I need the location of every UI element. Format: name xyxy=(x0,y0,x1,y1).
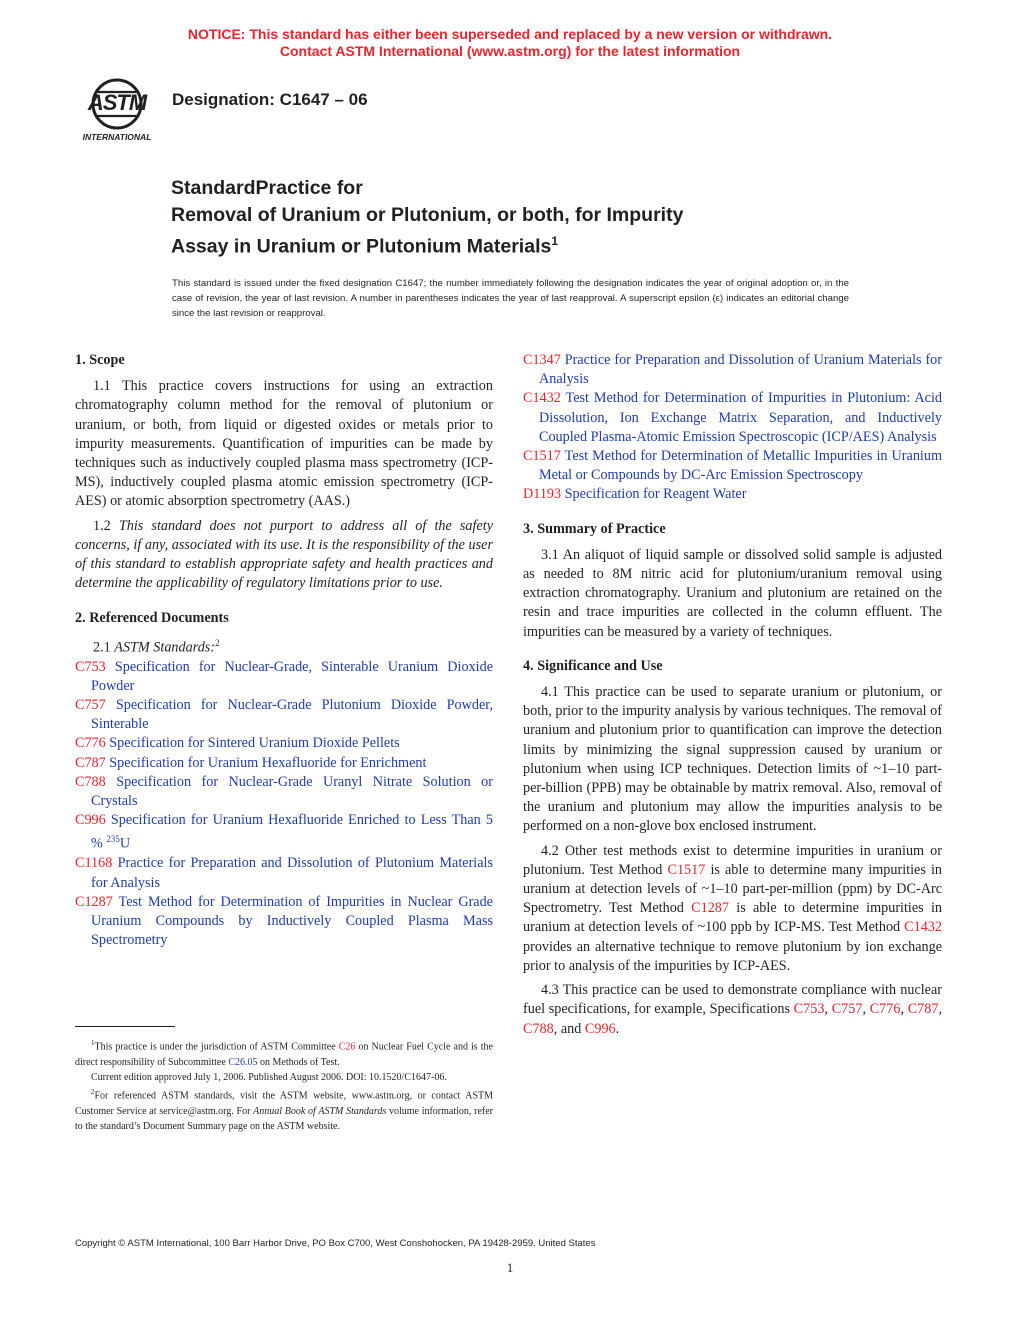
reference-title[interactable]: Test Method for Determination of Impurities in Plutonium: Acid Dissolution, Ion Exchange Matrix Separation, and Inductively Coupled Plasma-Atomic Emission Spectroscopic (ICP/AES) Analysis xyxy=(539,390,942,445)
document-title xyxy=(171,175,683,260)
reference-tail: U xyxy=(119,836,131,853)
reference-title[interactable]: Test Method for Determination of Metallic Impurities in Uranium Metal or Compounds by DC-Arc Emission Spectroscopy xyxy=(539,448,942,484)
sig-p2-b: is able to determine many impurities in uranium at detection levels of ~1–10 part-per-million (ppm) by DC-Arc Spectrometry. Test Method xyxy=(523,861,942,917)
sig-p3-separator: , xyxy=(824,1001,832,1018)
sig-p3-separator: , xyxy=(938,1001,943,1018)
spec-link[interactable]: C788 xyxy=(523,1020,554,1037)
reference-item[interactable] xyxy=(523,351,942,389)
reference-number[interactable]: D1193 xyxy=(523,486,562,503)
reference-item[interactable] xyxy=(523,447,942,485)
sig-p3-end: . xyxy=(615,1020,620,1037)
significance-para-3 xyxy=(523,981,942,1039)
scope-para-2-num: 1.2 xyxy=(93,517,111,534)
reference-number[interactable]: C753 xyxy=(75,658,106,675)
reference-item[interactable] xyxy=(523,485,942,504)
significance-heading: 4. Significance and Use xyxy=(523,657,663,674)
astm-standards-num: 2.1 xyxy=(93,639,111,656)
designation: Designation: C1647 – 06 xyxy=(172,90,368,109)
reference-number[interactable]: C1168 xyxy=(75,855,113,872)
footnote-2-mark: 2 xyxy=(91,1088,95,1097)
footnote-1-text-c: on Methods of Test. xyxy=(257,1056,340,1068)
reference-title[interactable]: Practice for Preparation and Dissolution of Uranium Materials for Analysis xyxy=(539,352,942,388)
reference-item[interactable] xyxy=(75,658,493,696)
issue-note: This standard is issued under the fixed designation C1647; the number immediately following the designation indicates the year of original adoption or, in the case of revision, the year of last revision. A number in parentheses indicates the year of last reapproval. A superscript epsilon (ε) indicates an editorial change since the last revision or reapproval. xyxy=(172,278,849,319)
ref-link-c1517[interactable]: C1517 xyxy=(667,861,706,878)
sig-p2-c: is able to determine impurities in uranium at detection levels of ~100 ppb by ICP-MS. Test Method xyxy=(523,900,942,936)
reference-number[interactable]: C1517 xyxy=(523,448,561,465)
footnote-edition: Current edition approved July 1, 2006. Published August 2006. DOI: 10.1520/C1647-06. xyxy=(91,1071,447,1083)
footnote-1-text-b: on Nuclear Fuel Cycle and is the direct responsibility of Subcommittee xyxy=(75,1041,493,1068)
left-column xyxy=(75,351,493,950)
logo-subtext: INTERNATIONAL xyxy=(82,132,152,142)
reference-title[interactable]: Specification for Nuclear-Grade Uranyl Nitrate Solution or Crystals xyxy=(91,773,493,809)
scope-para-2-text: This standard does not purport to address all of the safety concerns, if any, associated with its use. It is the responsibility of the user of this standard to establish appropriate safety and health practices and determine the applicability of regulatory limitations prior to use. xyxy=(75,517,493,592)
footnote-1-mark: 1 xyxy=(91,1039,95,1047)
sig-p3-separator: , and xyxy=(553,1020,585,1037)
astm-standards-text: ASTM Standards: xyxy=(114,639,216,656)
ref-link-c1287[interactable]: C1287 xyxy=(691,900,729,917)
reference-title[interactable]: Specification for Sintered Uranium Dioxide Pellets xyxy=(109,735,400,752)
reference-title[interactable]: Specification for Uranium Hexafluoride for Enrichment xyxy=(109,754,427,771)
right-column xyxy=(523,351,942,1039)
spec-link[interactable]: C776 xyxy=(869,1001,901,1018)
reference-number[interactable]: C776 xyxy=(75,735,106,752)
reference-number[interactable]: C788 xyxy=(75,773,106,790)
footnote-1-text-a: This practice is under the jurisdiction of ASTM Committee xyxy=(94,1041,339,1053)
sig-p3-separator: , xyxy=(900,1001,908,1018)
reference-number[interactable]: C1432 xyxy=(523,390,561,407)
notice-line-1: NOTICE: This standard has either been superseded and replaced by a new version or withdrawn. xyxy=(187,26,833,42)
sig-p2-d: provides an alternative technique to remove plutonium by ion exchange prior to analysis of the impurities by ICP-AES. xyxy=(523,938,942,974)
footnote-rule xyxy=(75,1026,175,1027)
footnote-2 xyxy=(75,1085,493,1134)
scope-para-2 xyxy=(75,517,493,594)
sig-p2-a: 4.2 Other test methods exist to determine impurities in uranium or plutonium. Test Method xyxy=(523,842,942,878)
reference-number[interactable]: C1347 xyxy=(523,352,561,368)
reference-item[interactable] xyxy=(523,389,942,447)
notice-line-2: Contact ASTM International (www.astm.org) for the latest information xyxy=(279,43,741,59)
reference-item[interactable] xyxy=(75,811,493,854)
spec-link[interactable]: C757 xyxy=(831,1001,863,1018)
reference-title[interactable]: Specification for Reagent Water xyxy=(564,486,747,503)
reference-title[interactable]: Specification for Uranium Hexafluoride Enriched to Less Than 5 % xyxy=(91,812,493,853)
reference-item[interactable] xyxy=(75,773,493,811)
reference-title[interactable]: Specification for Nuclear-Grade, Sinterable Uranium Dioxide Powder xyxy=(91,658,493,694)
summary-heading: 3. Summary of Practice xyxy=(523,520,666,537)
footnote-2-italic: Annual Book of ASTM Standards xyxy=(253,1105,387,1117)
spec-link[interactable]: C753 xyxy=(793,1001,825,1018)
reference-item[interactable] xyxy=(75,754,493,773)
reference-item[interactable] xyxy=(75,893,493,951)
title-footnote-mark: 1 xyxy=(551,234,559,248)
reference-item[interactable] xyxy=(75,734,493,753)
reference-number[interactable]: C757 xyxy=(75,696,106,713)
left-reference-list xyxy=(75,658,493,951)
reference-title[interactable]: Practice for Preparation and Dissolution of Plutonium Materials for Analysis xyxy=(91,855,493,891)
spec-link[interactable]: C787 xyxy=(907,1001,939,1018)
summary-para-1: 3.1 An aliquot of liquid sample or dissolved solid sample is adjusted as needed to 8M nitric acid for plutonium/uranium removal using extraction chromatography. Uranium and plutonium are retained on the resin and trace impurities are collected in the column effluent. The impurities can be measured by a variety of techniques. xyxy=(523,546,942,640)
title-line-1: StandardPractice for xyxy=(171,177,363,199)
referenced-heading: 2. Referenced Documents xyxy=(75,610,229,627)
ref-link-c1432[interactable]: C1432 xyxy=(904,919,942,936)
logo-text: ASTM xyxy=(87,90,147,115)
reference-number[interactable]: C996 xyxy=(75,812,106,829)
footnote-1 xyxy=(75,1036,493,1070)
copyright: Copyright © ASTM International, 100 Barr Harbor Drive, PO Box C700, West Conshohocken, PA 19428-2959. United States xyxy=(75,1238,596,1249)
significance-para-2 xyxy=(523,842,942,976)
scope-para-1: 1.1 This practice covers instructions for using an extraction chromatography column method for the removal of plutonium or uranium, or both, from liquid or digested oxides or metals prior to impurity measurements. Quantification of impurities can be made by techniques such as inductively coupled plasma mass spectrometry (ICP-MS), inductively coupled plasma atomic emission spectrometry (ICP-AES) or atomic absorption spectrometry (AAS.) xyxy=(75,378,493,510)
reference-number[interactable]: C787 xyxy=(75,754,106,771)
astm-standards-label xyxy=(75,634,493,658)
title-line-3: Assay in Uranium or Plutonium Materials xyxy=(171,235,552,258)
subcommittee-link[interactable]: C26.05 xyxy=(228,1056,258,1068)
reference-item[interactable] xyxy=(75,854,493,892)
reference-title[interactable]: Specification for Nuclear-Grade Plutonium Dioxide Powder, Sinterable xyxy=(91,696,493,733)
sig-p3-separator: , xyxy=(862,1001,870,1018)
page-number: 1 xyxy=(506,1260,514,1275)
committee-link[interactable]: C26 xyxy=(338,1041,356,1053)
reference-item[interactable] xyxy=(75,696,493,734)
reference-number[interactable]: C1287 xyxy=(75,893,113,910)
footnote-2-text-a: For referenced ASTM standards, visit the ASTM website, www.astm.org, or contact ASTM Customer Service at service@astm.org. For xyxy=(75,1090,493,1117)
reference-superscript: 235 xyxy=(106,834,120,845)
right-reference-list xyxy=(523,351,942,505)
reference-title[interactable]: Test Method for Determination of Impurities in Nuclear Grade Uranium Compounds by Inductively Coupled Plasma Mass Spectrometry xyxy=(91,893,493,949)
astm-standards-footnote-mark: 2 xyxy=(215,637,220,648)
spec-link[interactable]: C996 xyxy=(584,1020,616,1037)
footnote-2-text-b: volume information, refer to the standard’s Document Summary page on the ASTM website. xyxy=(75,1105,494,1133)
scope-heading: 1. Scope xyxy=(75,352,125,368)
title-line-2: Removal of Uranium or Plutonium, or both, for Impurity xyxy=(171,203,684,226)
astm-logo xyxy=(74,78,160,144)
footnotes xyxy=(75,1036,493,1134)
significance-para-1: 4.1 This practice can be used to separate uranium or plutonium, or both, prior to the impurity analysis by various techniques. The removal of uranium and plutonium prior to quantification can improve the detection limits by minimizing the signal suppression caused by uranium or plutonium when using ICP techniques. Detection limits of ~1–10 part-per-billion (PPB) may be obtainable by matrix removal. Also, removal of the uranium and plutonium may allow the impurities analysis to be performed on a non-glove box enclosed instrument. xyxy=(523,684,942,835)
sig-p3-a: 4.3 This practice can be used to demonstrate compliance with nuclear fuel specifications, for example, Specifications xyxy=(523,982,942,1018)
